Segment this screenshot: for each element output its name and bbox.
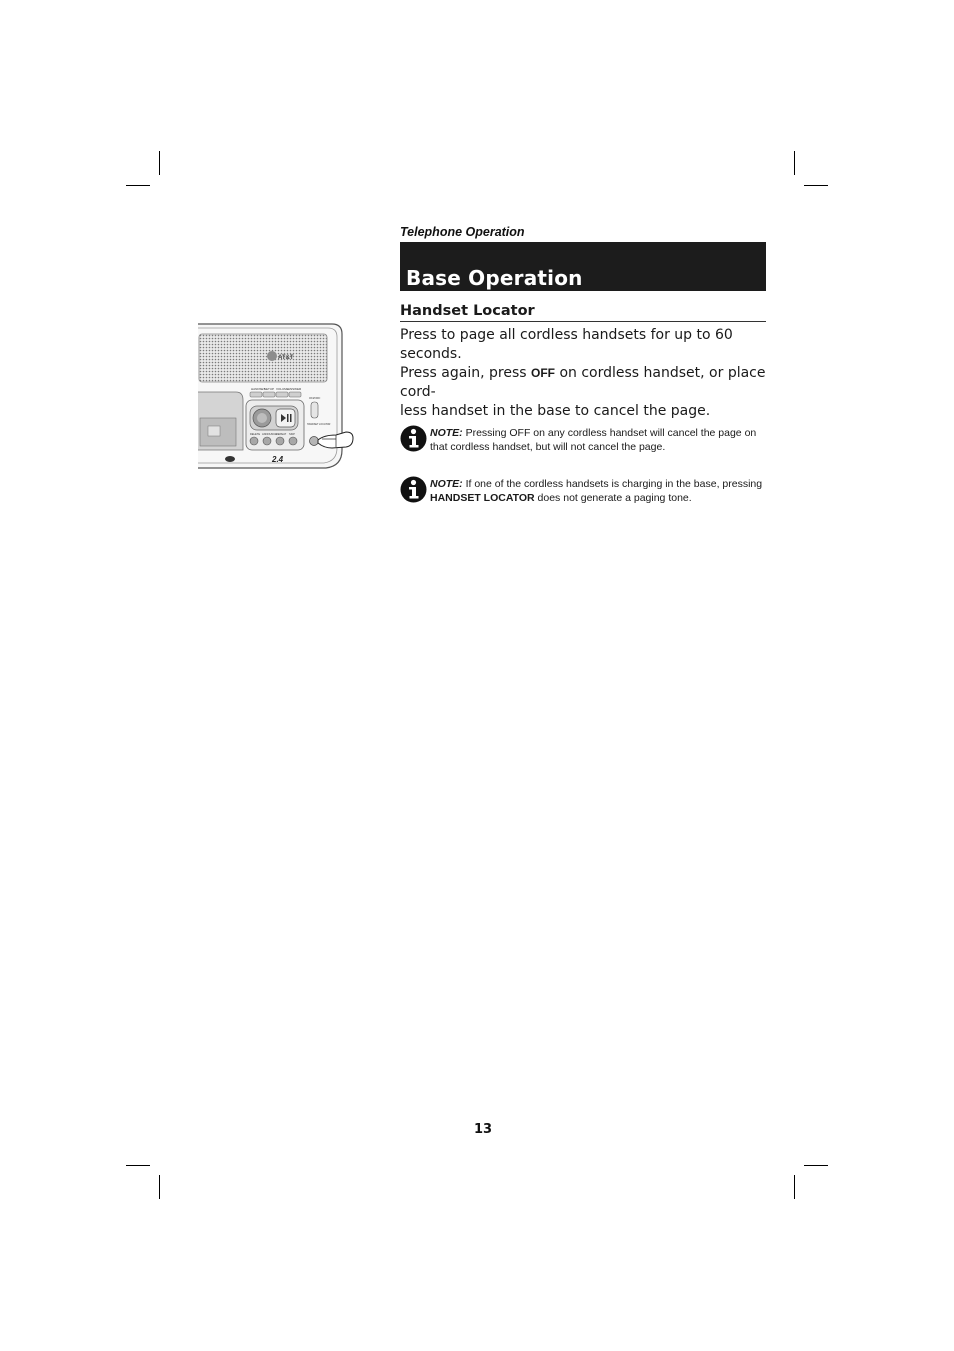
note-body: does not generate a paging tone. [534, 492, 692, 504]
crop-mark [804, 185, 828, 186]
band-logo: 2.4 [272, 455, 284, 464]
note-body: If one of the cordless handsets is charging in the base, pressing [462, 478, 763, 490]
note-label: NOTE: [430, 427, 463, 439]
note-text [430, 426, 770, 454]
brand-logo: AT&T [278, 355, 294, 361]
switch-label: HANDSET LOCATOR [307, 423, 331, 426]
info-icon [400, 425, 427, 452]
button-label: SETUP [264, 387, 275, 391]
crop-mark [794, 151, 795, 175]
body-text-run: Press again, press [400, 365, 531, 381]
body-line: less handset in the base to cancel the page. [400, 403, 711, 419]
button-label: DELETE [250, 433, 261, 436]
button-label: VOLUME [276, 387, 289, 391]
body-text-run: on cordless handset, or place cord- [400, 365, 766, 400]
crop-mark [159, 1175, 160, 1199]
crop-mark [804, 1165, 828, 1166]
info-icon [400, 476, 427, 503]
switch-label: ON/OFF [309, 396, 321, 400]
body-line [400, 364, 770, 402]
note-label: NOTE: [430, 478, 463, 490]
key-off: OFF [531, 366, 555, 380]
page-title: Base Operation [406, 266, 583, 290]
button-label: ANSWER [288, 387, 302, 391]
crop-mark [159, 151, 160, 175]
note-body: Pressing OFF on any cordless handset will cancel the page on that cordless handset, but will not cancel the page. [430, 427, 757, 453]
title-bar [400, 242, 766, 291]
key-handset-locator: HANDSET LOCATOR [430, 492, 535, 504]
body-paragraph [400, 326, 770, 421]
button-label: REPEAT [276, 433, 287, 436]
subheading: Handset Locator [400, 303, 766, 322]
button-label: ANNOUNCE [262, 433, 277, 436]
section-label: Telephone Operation [400, 225, 525, 239]
button-label: HANDSET [251, 387, 266, 391]
note-text [430, 477, 770, 505]
body-line: Press to page all cordless handsets for up to 60 seconds. [400, 327, 733, 362]
button-label: SKIP [289, 433, 295, 436]
base-unit-illustration [196, 322, 356, 474]
crop-mark [794, 1175, 795, 1199]
crop-mark [126, 185, 150, 186]
page-number: 13 [473, 1122, 493, 1137]
crop-mark [126, 1165, 150, 1166]
